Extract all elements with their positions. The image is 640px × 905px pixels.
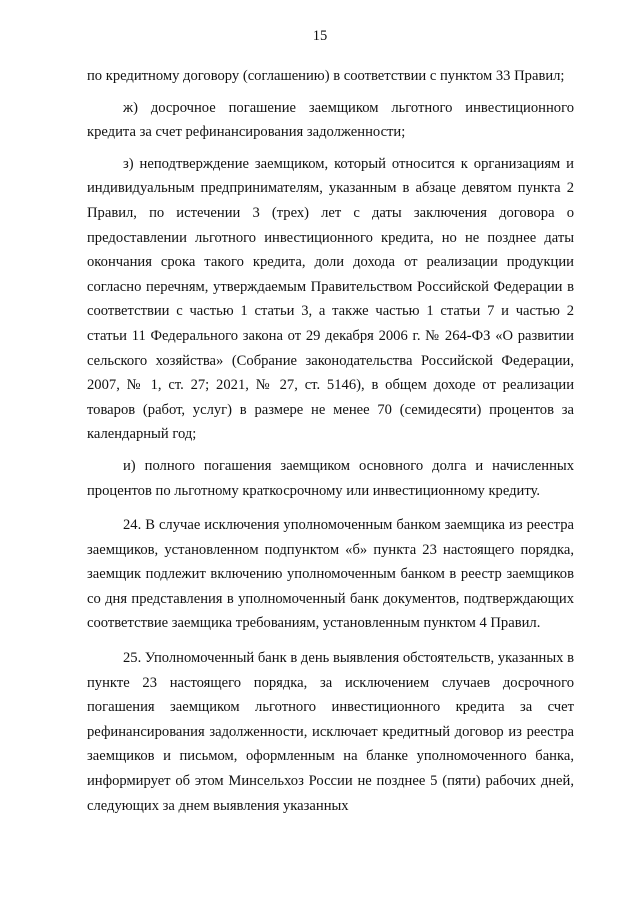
paragraph-clause-24: 24. В случае исключения уполномоченным банком заемщика из реестра заемщиков, установленном подпунктом «б» пункта 23 настоящего порядка, заемщик подлежит включению уполномоченным банком в реестр заемщиков со дня представления в уполномоченный банк документов, подтверждающих соответствие заемщика требованиям, установленным пунктом 4 Правил. <box>87 517 574 632</box>
paragraph-clause-25: 25. Уполномоченный банк в день выявления обстоятельств, указанных в пункте 23 настоящего порядка, за исключением случаев досрочного погашения заемщиком льготного инвестиционного кредита за счет рефинансирования задолженности, исключает кредитный договор из реестра заемщиков и письмом, оформленным на бланке уполномоченного банка, информирует об этом Минсельхоз России не позднее 5 (пяти) рабочих дней, следующих за днем выявления указанных <box>87 650 574 814</box>
paragraph-item-i: и) полного погашения заемщиком основного долга и начисленных процентов по льготному краткосрочному или инвестиционному кредиту. <box>87 457 574 499</box>
document-body <box>87 64 574 818</box>
paragraph-continuation: по кредитному договору (соглашению) в соответствии с пунктом 33 Правил; <box>87 68 565 84</box>
paragraph-item-z: з) неподтверждение заемщиком, который относится к организациям и индивидуальным предпринимателям, указанным в абзаце девятом пункта 2 Правил, по истечении 3 (трех) лет с даты заключения договора о предоставлении льготного инвестиционного кредита, но не позднее даты окончания срока такого кредита, доли дохода от реализации продукции согласно перечням, утверждаемым Правительством Российской Федерации в соответствии с частью 1 статьи 3, а также частью 1 статьи 7 и частью 2 статьи 11 Федерального закона от 29 декабря 2006 г. № 264-ФЗ «О развитии сельского хозяйства» (Собрание законодательства Российской Федерации, 2007, № 1, ст. 27; 2021, № 27, ст. 5146), в общем доходе от реализации товаров (работ, услуг) в размере не менее 70 (семидесяти) процентов за календарный год; <box>87 155 574 443</box>
paragraph-item-zh: ж) досрочное погашение заемщиком льготного инвестиционного кредита за счет рефинансирования задолженности; <box>87 99 574 141</box>
page-number: 15 <box>312 28 328 44</box>
